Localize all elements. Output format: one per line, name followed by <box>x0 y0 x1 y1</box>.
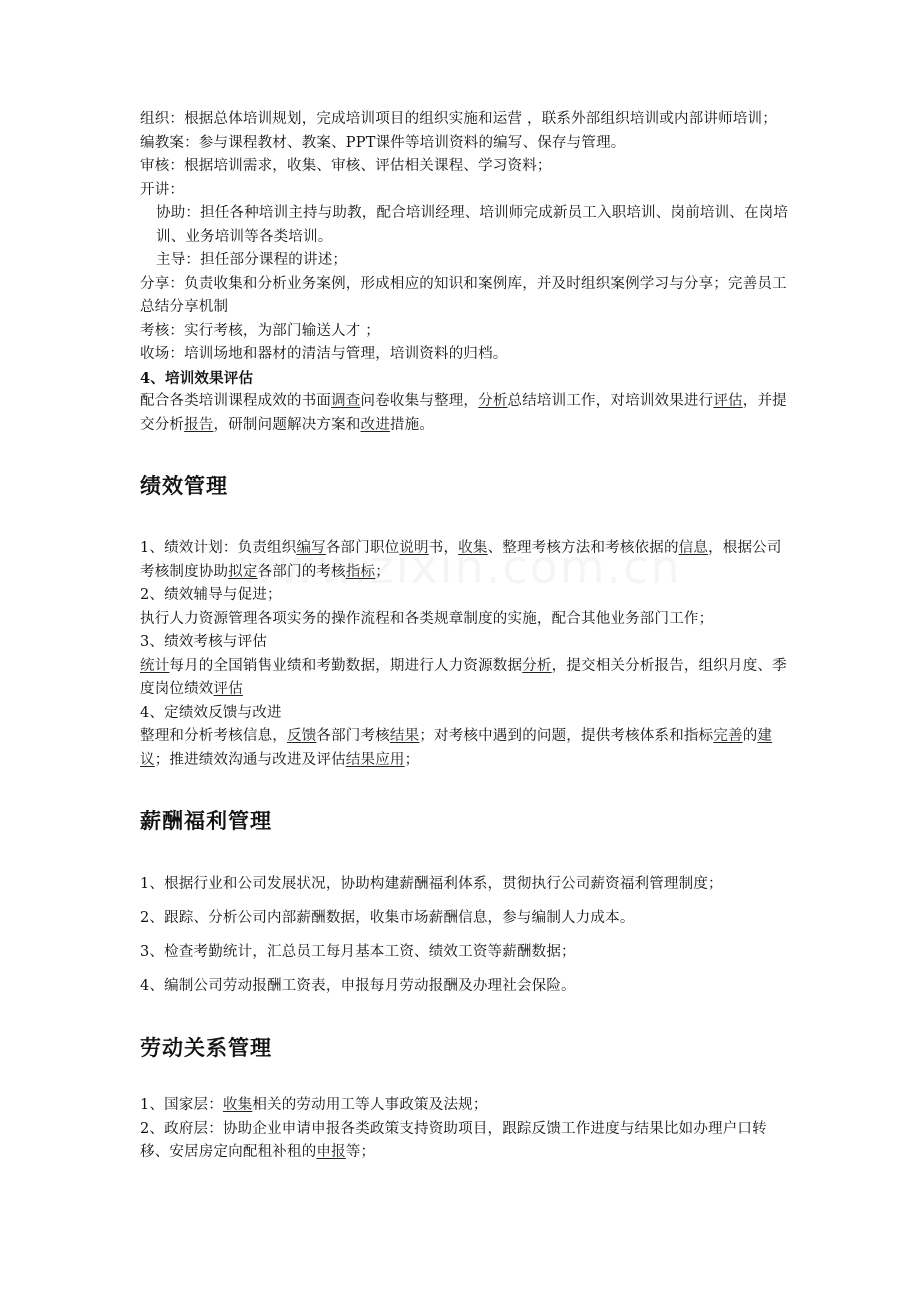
training-line-organize: 组织：根据总体培训规划，完成培训项目的组织实施和运营 ，联系外部组织培训或内部讲师培训； <box>140 111 777 127</box>
text-run: ，根据公司考核制度协助 <box>140 540 782 580</box>
training-line-lead: 主导：担任部分课程的讲述； <box>156 252 348 268</box>
performance-item-4-title: 4、定绩效反馈与改进 <box>140 704 282 721</box>
training-line-share: 分享：负责收集和分析业务案例，形成相应的知识和案例库，并及时组织案例学习与分享；完善员工总结分享机制 <box>140 275 787 315</box>
link-collect-2[interactable]: 收集 <box>222 1097 253 1113</box>
text-run: 1、绩效计划：负责组织 <box>140 540 297 556</box>
salary-item-1: 1、根据行业和公司发展状况，协助构建薪酬福利体系，贯彻执行公司薪资福利管理制度； <box>140 876 723 892</box>
text-run: 、整理考核方法和考核依据的 <box>487 540 679 556</box>
labor-item-1 <box>140 1094 790 1118</box>
training-line-review: 审核：根据培训需求，收集、审核、评估相关课程、学习资料； <box>140 158 552 174</box>
link-indicator[interactable]: 指标 <box>345 563 376 580</box>
link-evaluate-2[interactable]: 评估 <box>213 681 243 697</box>
performance-item-1 <box>140 537 790 584</box>
text-run: 各部门考核 <box>316 728 390 744</box>
salary-section <box>140 872 790 998</box>
text-run: ，提交相关分析报告，组织月度、季度岗位绩效 <box>140 657 787 697</box>
text-run: 问卷收集与整理， <box>360 393 479 409</box>
text-run: ； <box>404 751 420 768</box>
text-run: ，并提交分析 <box>140 393 787 433</box>
training-line-closing: 收场：培训场地和器材的清洁与管理，培训资料的归档。 <box>140 346 508 362</box>
text-run: 1、国家层： <box>140 1097 223 1113</box>
text-run: 整理和分析考核信息， <box>140 728 287 744</box>
performance-item-2-title: 2、绩效辅导与促进； <box>140 587 282 603</box>
link-write[interactable]: 编写 <box>296 540 326 556</box>
text-run: 等； <box>345 1144 376 1160</box>
training-line-lecture: 开讲： <box>140 181 185 198</box>
text-run: 每月的全国销售业绩和考勤数据，期进行人力资源数据 <box>169 657 523 674</box>
heading-salary: 薪酬福利管理 <box>140 809 272 833</box>
performance-item-2-text: 执行人力资源管理各项实务的操作流程和各类规章制度的实施，配合其他业务部门工作； <box>140 610 714 627</box>
heading-labor: 劳动关系管理 <box>140 1036 272 1060</box>
link-analysis[interactable]: 分析 <box>478 393 508 409</box>
text-run: 各部门职位 <box>325 540 400 556</box>
text-run: ； <box>375 563 390 580</box>
link-evaluate[interactable]: 评估 <box>713 393 743 409</box>
training-section <box>140 108 790 437</box>
text-run: 的 <box>742 728 758 744</box>
training-line-assess: 考核：实行考核，为部门输送人才 ； <box>140 322 381 339</box>
training-line-assist: 协助：担任各种培训主持与助教，配合培训经理、培训师完成新员工入职培训、岗前培训、在岗培训、业务培训等各类培训。 <box>156 205 789 245</box>
link-survey[interactable]: 调查 <box>331 393 361 409</box>
performance-section <box>140 537 790 772</box>
training-eval-text <box>140 390 790 437</box>
link-apply[interactable]: 申报 <box>316 1144 346 1160</box>
link-collect[interactable]: 收集 <box>458 540 488 556</box>
text-run: 2、政府层：协助企业申请申报各类政策支持资助项目，跟踪反馈工作进度与结果比如办理户口转移、安居房定向配租补租的 <box>140 1120 767 1160</box>
text-run: ；推进绩效沟通与改进及评估 <box>154 751 346 768</box>
link-description[interactable]: 说明 <box>399 540 429 556</box>
link-draft[interactable]: 拟定 <box>228 563 258 580</box>
text-run: 书， <box>428 540 459 556</box>
link-statistics[interactable]: 统计 <box>140 657 170 674</box>
labor-item-2 <box>140 1118 790 1165</box>
link-improve[interactable]: 改进 <box>360 416 390 433</box>
salary-item-4: 4、编制公司劳动报酬工资表，申报每月劳动报酬及办理社会保险。 <box>140 978 576 994</box>
link-information[interactable]: 信息 <box>678 540 709 556</box>
performance-item-4-text <box>140 725 790 772</box>
training-eval-title: 4、培训效果评估 <box>140 369 254 387</box>
text-run: ；对考核中遇到的问题，提供考核体系和指标 <box>419 728 714 744</box>
labor-section <box>140 1094 790 1165</box>
text-run: 配合各类培训课程成效的书面 <box>140 393 332 409</box>
link-suggestion[interactable]: 建议 <box>140 728 773 768</box>
performance-item-3-title: 3、绩效考核与评估 <box>140 634 268 650</box>
link-feedback[interactable]: 反馈 <box>287 728 317 744</box>
heading-performance: 绩效管理 <box>140 474 228 498</box>
text-run: 相关的劳动用工等人事政策及法规； <box>252 1097 488 1113</box>
link-report[interactable]: 报告 <box>184 416 214 433</box>
text-run: 措施。 <box>389 416 435 433</box>
link-perfect[interactable]: 完善 <box>713 728 743 744</box>
document-page <box>140 108 790 1165</box>
text-run: 各部门的考核 <box>257 563 346 580</box>
link-analysis-2[interactable]: 分析 <box>522 657 552 674</box>
performance-item-3-text <box>140 655 790 702</box>
link-result[interactable]: 结果 <box>389 728 420 744</box>
salary-item-3: 3、检查考勤统计，汇总员工每月基本工资、绩效工资等薪酬数据； <box>140 944 576 960</box>
training-line-lesson-plan: 编教案：参与课程教材、教案、PPT课件等培训资料的编写、保存与管理。 <box>140 134 626 151</box>
text-run: ，研制问题解决方案和 <box>213 416 361 433</box>
salary-item-2: 2、跟踪、分析公司内部薪酬数据，收集市场薪酬信息，参与编制人力成本。 <box>140 910 635 926</box>
link-result-application[interactable]: 结果应用 <box>345 751 405 768</box>
text-run: 总结培训工作，对培训效果进行 <box>507 393 714 409</box>
